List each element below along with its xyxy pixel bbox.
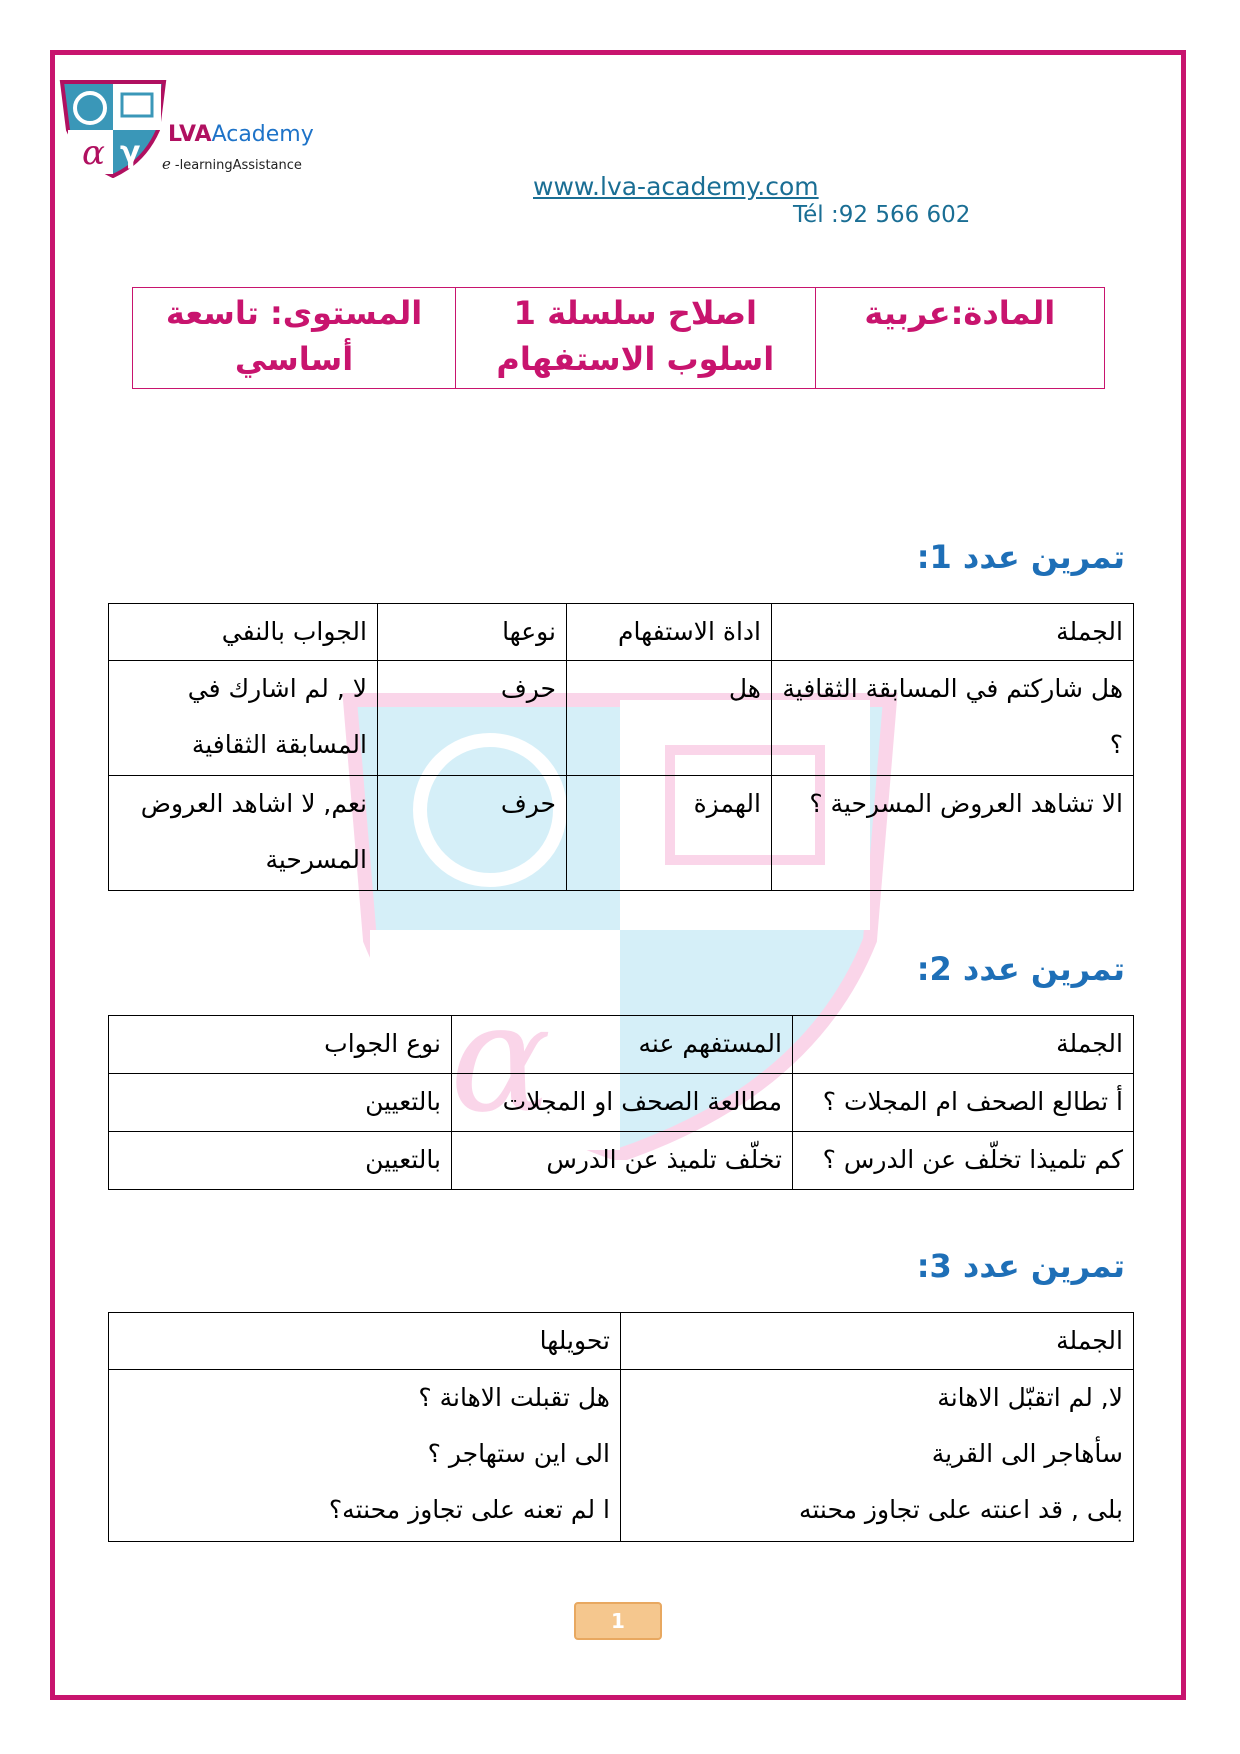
table-header: الجملة xyxy=(621,1313,1134,1370)
table-header: المستفهم عنه xyxy=(452,1016,793,1074)
header-table xyxy=(132,287,1105,389)
subject-cell: المادة:عربية xyxy=(815,288,1104,389)
table-cell: هل xyxy=(567,661,772,776)
table-cell: نعم, لا اشاهد العروض المسرحية xyxy=(109,776,378,891)
brand-name: LVAAcademy xyxy=(168,122,314,147)
table-cell: الا تشاهد العروض المسرحية ؟ xyxy=(772,776,1134,891)
exercise1-table xyxy=(108,603,1134,891)
table-cell: كم تلميذا تخلّف عن الدرس ؟ xyxy=(793,1132,1134,1190)
table-header: نوعها xyxy=(378,604,567,661)
table-cell: حرف xyxy=(378,661,567,776)
table-header: اداة الاستفهام xyxy=(567,604,772,661)
table-cell: مطالعة الصحف او المجلات xyxy=(452,1074,793,1132)
table-cell: تخلّف تلميذ عن الدرس xyxy=(452,1132,793,1190)
title-cell: اصلاح سلسلة 1 اسلوب الاستفهام xyxy=(456,288,815,389)
exercise2-table xyxy=(108,1015,1134,1190)
brand-tagline: e -learningAssistance xyxy=(162,155,302,173)
table-cell: الهمزة xyxy=(567,776,772,891)
phone-number: Tél :92 566 602 xyxy=(793,202,971,228)
table-header: الجملة xyxy=(793,1016,1134,1074)
svg-text:α: α xyxy=(450,972,552,1146)
svg-text:α: α xyxy=(82,133,105,173)
exercise1-title: تمرين عدد 1: xyxy=(916,538,1125,576)
exercise2-title: تمرين عدد 2: xyxy=(916,950,1125,988)
level-cell: المستوى: تاسعة أساسي xyxy=(133,288,456,389)
table-cell: بالتعيين xyxy=(109,1132,452,1190)
lva-logo-icon xyxy=(58,78,168,178)
table-cell: بالتعيين xyxy=(109,1074,452,1132)
table-header: تحويلها xyxy=(109,1313,621,1370)
table-header: نوع الجواب xyxy=(109,1016,452,1074)
table-cell: هل تقبلت الاهانة ؟ الى اين ستهاجر ؟ ا لم تعنه على تجاوز محنته؟ xyxy=(109,1370,621,1542)
table-cell: حرف xyxy=(378,776,567,891)
website-link[interactable]: www.lva-academy.com xyxy=(533,172,819,201)
table-cell: أ تطالع الصحف ام المجلات ؟ xyxy=(793,1074,1134,1132)
page-number-badge: 1 xyxy=(574,1602,662,1640)
exercise3-table xyxy=(108,1312,1134,1542)
table-cell: هل شاركتم في المسابقة الثقافية ؟ xyxy=(772,661,1134,776)
table-cell: لا, لم اتقبّل الاهانة سأهاجر الى القرية بلى , قد اعنته على تجاوز محنته xyxy=(621,1370,1134,1542)
svg-text:γ: γ xyxy=(120,135,141,170)
table-header: الجواب بالنفي xyxy=(109,604,378,661)
table-cell: لا , لم اشارك في المسابقة الثقافية xyxy=(109,661,378,776)
exercise3-title: تمرين عدد 3: xyxy=(916,1247,1125,1285)
table-header: الجملة xyxy=(772,604,1134,661)
